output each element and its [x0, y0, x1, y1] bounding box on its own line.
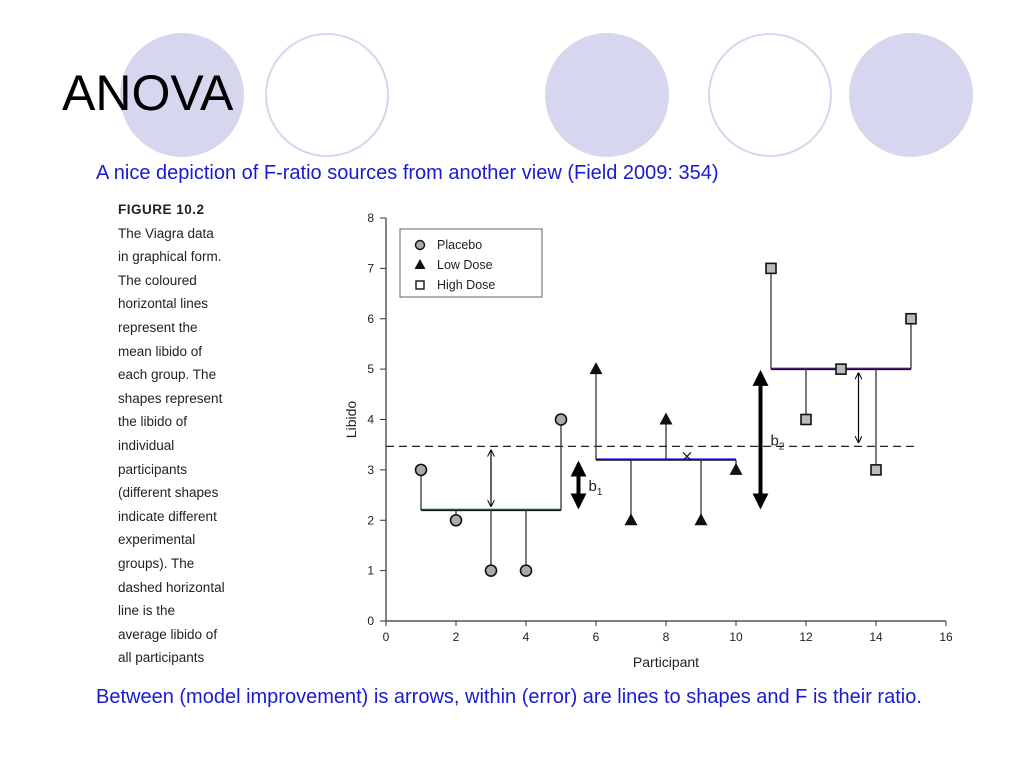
x-tick-label: 0 [382, 630, 390, 644]
low-dose-point [660, 413, 673, 425]
legend [400, 229, 542, 297]
low-dose-point [695, 513, 708, 525]
placebo-point [416, 464, 427, 475]
slide-title: ANOVA [62, 65, 234, 121]
decor-circle-2 [265, 33, 389, 157]
decor-circle-4 [708, 33, 832, 157]
figure-label: FIGURE 10.2 [118, 202, 205, 217]
high-dose-point [836, 364, 846, 374]
b1-label: $b_1$ [588, 477, 603, 498]
decor-circle-3 [545, 33, 669, 157]
placebo-point [521, 565, 532, 576]
b2-label: $b_2$ [770, 432, 785, 453]
y-tick-label: 3 [367, 462, 374, 477]
decor-circle-5 [849, 33, 973, 157]
x-tick-label: 6 [592, 630, 600, 644]
x-tick-label: 12 [799, 630, 813, 644]
x-tick-label: 14 [869, 630, 883, 644]
model-arrows [491, 373, 859, 506]
x-tick-label: 16 [939, 630, 953, 644]
legend-label: Placebo [437, 238, 483, 252]
high-dose-point [801, 415, 811, 425]
placebo-point [451, 515, 462, 526]
y-tick-label: 2 [367, 513, 374, 528]
high-dose-point [871, 465, 881, 475]
x-tick-label: 8 [662, 630, 670, 644]
y-tick-label: 8 [367, 211, 374, 225]
y-axis-label: Libido [343, 400, 359, 439]
slide-caption: Between (model improvement) is arrows, within (error) are lines to shapes and F is their ratio. [96, 686, 922, 708]
x-axis-label: Participant [632, 654, 700, 670]
x-tick-label: 10 [729, 630, 743, 644]
figure-caption-block [118, 198, 258, 670]
legend-label: High Dose [437, 278, 496, 292]
figure-caption: The Viagra data in graphical form. The coloured horizontal lines represent the mean libido of each group. The shapes represent the libido of individual participants (different shapes indicate different experimental groups). The dashed horizontal line is the average libido of all participants [118, 225, 225, 666]
anova-chart [320, 200, 970, 678]
y-tick-label: 7 [367, 261, 374, 276]
placebo-point [486, 565, 497, 576]
x-tick-label: 2 [452, 630, 460, 644]
placebo-point [556, 414, 567, 425]
slide-subtitle: A nice depiction of F-ratio sources from another view (Field 2009: 354) [96, 162, 719, 184]
low-dose-point [625, 513, 638, 525]
mean-lines [386, 368, 916, 510]
low-dose-point [730, 463, 743, 475]
legend-placebo-icon [416, 241, 425, 250]
y-tick-label: 1 [367, 563, 374, 578]
y-tick-label: 0 [367, 614, 374, 628]
low-dose-point [590, 362, 603, 374]
high-dose-point [906, 314, 916, 324]
y-tick-label: 5 [367, 362, 374, 377]
y-tick-label: 4 [367, 412, 374, 427]
legend-high-dose-icon [416, 281, 424, 289]
legend-label: Low Dose [437, 258, 493, 272]
high-dose-point [766, 263, 776, 273]
y-tick-label: 6 [367, 311, 374, 326]
x-tick-label: 4 [522, 630, 530, 644]
